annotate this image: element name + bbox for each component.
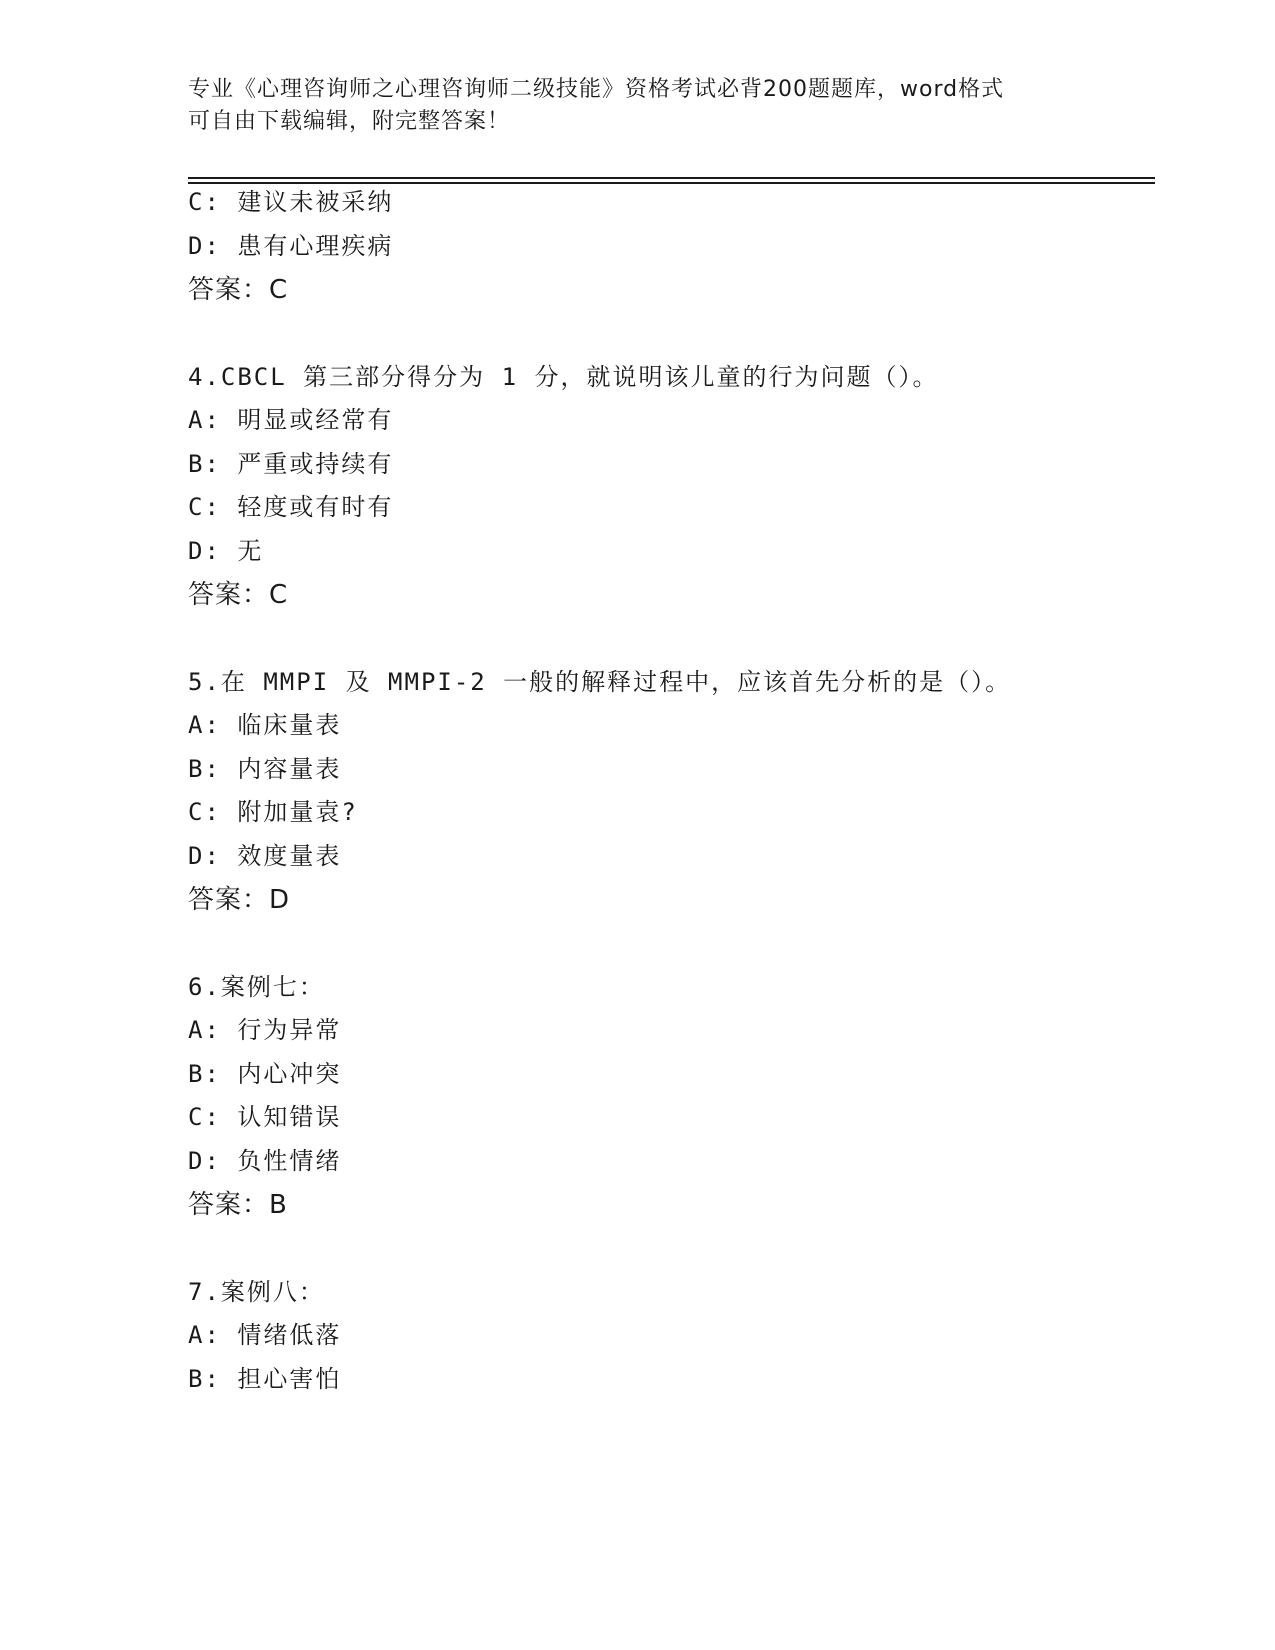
question-6-option-c: C: 认知错误 <box>188 1103 342 1131</box>
question-5-option-c: C: 附加量袁? <box>188 798 358 826</box>
question-4-option-d: D: 无 <box>188 537 264 565</box>
question-4-option-a: A: 明显或经常有 <box>188 406 394 434</box>
question-5-option-b: B: 内容量表 <box>188 755 342 783</box>
question-6-option-d: D: 负性情绪 <box>188 1147 342 1175</box>
question-4-answer: 答案：C <box>188 580 289 610</box>
question-5-answer: 答案：D <box>188 885 291 915</box>
header-title-line-1: 专业《心理咨询师之心理咨询师二级技能》资格考试必背200题题库，word格式 <box>188 77 1005 102</box>
question-4-option-c: C: 轻度或有时有 <box>188 493 394 521</box>
header-divider-bottom <box>188 182 1155 184</box>
question-5-stem: 5.在 MMPI 及 MMPI-2 一般的解释过程中，应该首先分析的是（）。 <box>188 668 1012 696</box>
option-c: C: 建议未被采纳 <box>188 188 394 216</box>
question-5-option-a: A: 临床量表 <box>188 711 342 739</box>
header-divider-top <box>188 177 1155 179</box>
question-6-answer: 答案：B <box>188 1190 288 1220</box>
question-5-option-d: D: 效度量表 <box>188 842 342 870</box>
answer-line: 答案：C <box>188 275 289 305</box>
question-6-option-b: B: 内心冲突 <box>188 1060 342 1088</box>
question-7-option-a: A: 情绪低落 <box>188 1321 342 1349</box>
question-7-option-b: B: 担心害怕 <box>188 1365 342 1393</box>
document-header <box>188 74 1088 138</box>
question-6-stem: 6.案例七： <box>188 973 325 1001</box>
header-title-line-2: 可自由下载编辑，附完整答案！ <box>188 109 511 134</box>
question-4-stem: 4.CBCL 第三部分得分为 1 分，就说明该儿童的行为问题（）。 <box>188 363 939 391</box>
question-6-option-a: A: 行为异常 <box>188 1016 342 1044</box>
option-d: D: 患有心理疾病 <box>188 232 394 260</box>
question-7-stem: 7.案例八： <box>188 1278 325 1306</box>
question-4-option-b: B: 严重或持续有 <box>188 450 394 478</box>
